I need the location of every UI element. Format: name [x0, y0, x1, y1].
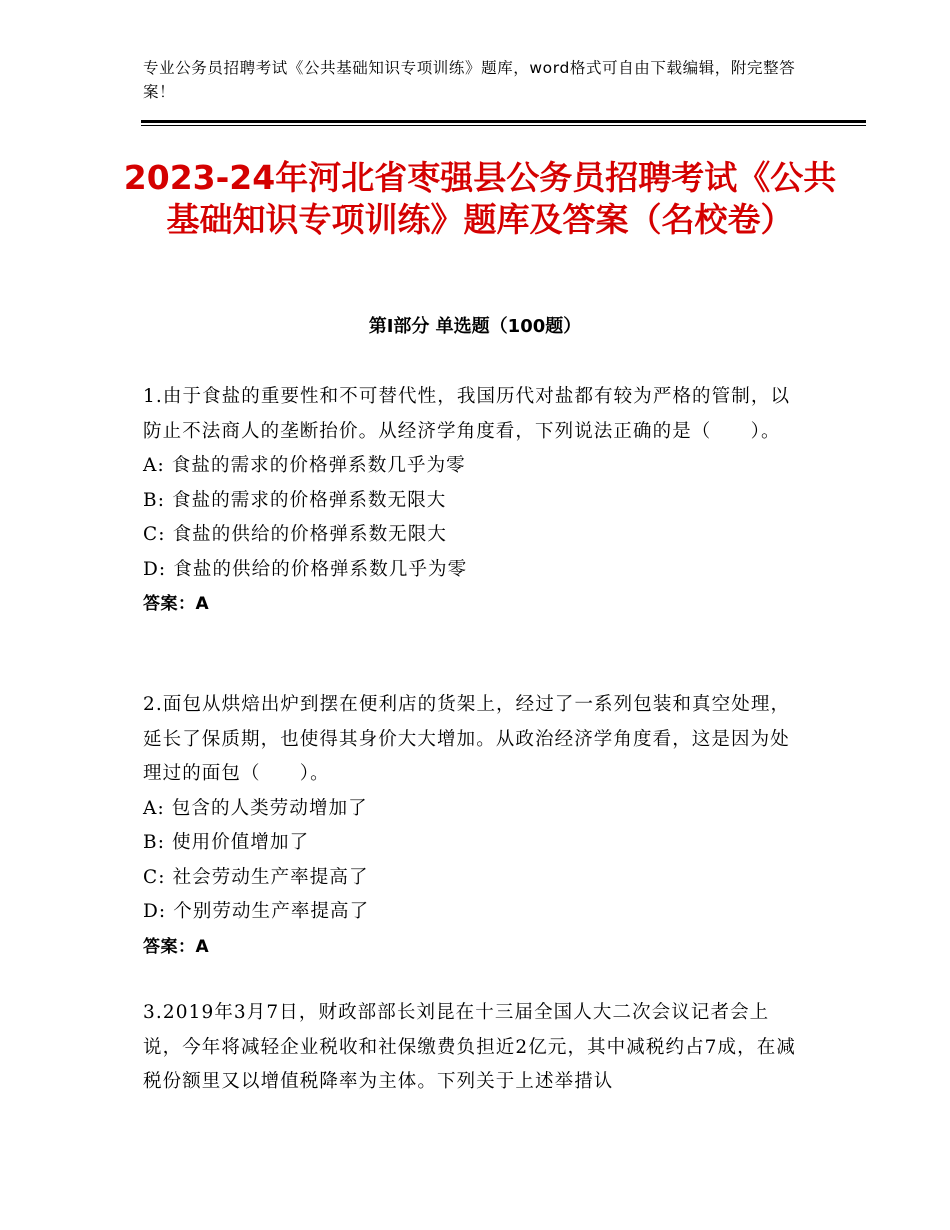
option-c: C: 社会劳动生产率提高了 — [143, 866, 369, 888]
answer-label: 答案： — [143, 594, 196, 614]
header-note: 专业公务员招聘考试《公共基础知识专项训练》题库，word格式可自由下载编辑，附完整答案！ — [143, 59, 796, 101]
option-d: D: 个别劳动生产率提高了 — [143, 901, 370, 922]
header-rule-thick — [141, 120, 866, 123]
question-2 — [143, 688, 803, 964]
question-stem: 3.2019年3月7日，财政部部长刘昆在十三届全国人大二次会议记者会上说，今年将减轻企业税收和社保缴费负担近2亿元，其中减税约占7成，在减税份额里又以增值税降率为主体。下列关于上述举措认 — [143, 1002, 796, 1092]
answer-value: A — [195, 594, 210, 614]
section-heading: 第Ⅰ部分 单选题（100题） — [368, 316, 582, 337]
question-stem: 2.面包从烘焙出炉到摆在便利店的货架上，经过了一系列包装和真空处理，延长了保质期，也使得其身价大大增加。从政治经济学角度看，这是因为处理过的面包（ ）。 — [143, 694, 791, 784]
option-a: A: 食盐的需求的价格弹系数几乎为零 — [143, 455, 466, 476]
option-b: B: 食盐的需求的价格弹系数无限大 — [143, 489, 447, 511]
answer-value: A — [195, 936, 210, 957]
question-stem: 1.由于食盐的重要性和不可替代性，我国历代对盐都有较为严格的管制，以防止不法商人的垄断抬价。从经济学角度看，下列说法正确的是（ ）。 — [143, 386, 791, 442]
option-d: D: 食盐的供给的价格弹系数几乎为零 — [143, 558, 468, 580]
option-b: B: 使用价值增加了 — [143, 832, 310, 853]
answer-label: 答案： — [143, 936, 196, 957]
answer-line — [143, 930, 803, 965]
question-1 — [143, 380, 803, 622]
question-3 — [143, 996, 803, 1100]
answer-line — [143, 587, 803, 622]
option-c: C: 食盐的供给的价格弹系数无限大 — [143, 524, 447, 545]
header-rule-thin — [141, 125, 866, 126]
document-title: 2023-24年河北省枣强县公务员招聘考试《公共基础知识专项训练》题库及答案（名校卷） — [123, 158, 837, 239]
option-a: A: 包含的人类劳动增加了 — [143, 797, 368, 819]
